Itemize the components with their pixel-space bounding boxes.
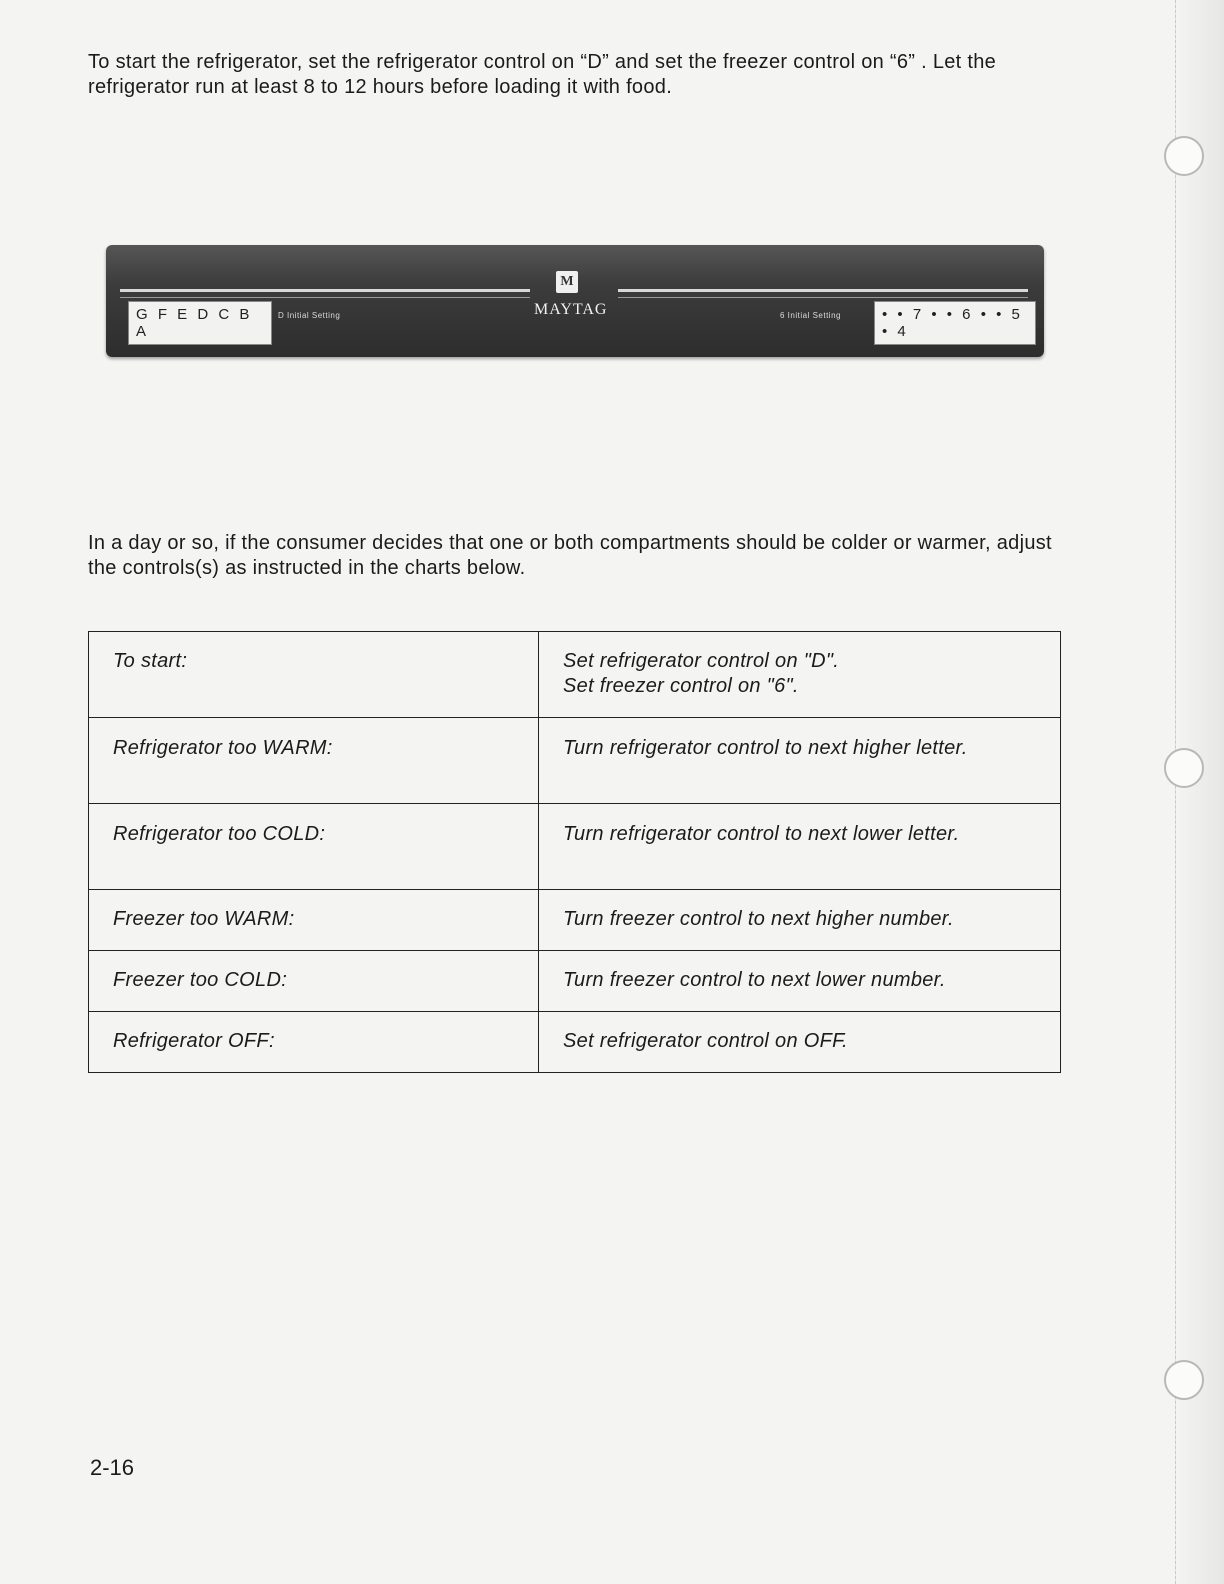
action-cell: Set refrigerator control on "D". Set freezer control on "6". bbox=[539, 632, 1061, 718]
freezer-initial-setting-note: 6 Initial Setting bbox=[780, 311, 841, 320]
table-row bbox=[89, 804, 1061, 890]
condition-cell: Freezer too COLD: bbox=[89, 951, 539, 1012]
panel-trim-line bbox=[618, 289, 1028, 292]
action-cell: Turn refrigerator control to next lower letter. bbox=[539, 804, 1061, 890]
control-panel-photo bbox=[106, 245, 1044, 357]
condition-cell: Freezer too WARM: bbox=[89, 890, 539, 951]
table-row bbox=[89, 890, 1061, 951]
intro-paragraph: To start the refrigerator, set the refrigerator control on “D” and set the freezer control on “6” . Let the refrigerator run at least 8 to 12 hours before loading it with food. bbox=[88, 51, 997, 98]
condition-cell: To start: bbox=[89, 632, 539, 718]
table-row bbox=[89, 951, 1061, 1012]
condition-cell: Refrigerator OFF: bbox=[89, 1012, 539, 1073]
action-cell: Turn freezer control to next higher number. bbox=[539, 890, 1061, 951]
panel-trim-line bbox=[120, 289, 530, 292]
page-edge bbox=[1175, 0, 1224, 1584]
punch-hole bbox=[1164, 136, 1204, 176]
refrigerator-initial-setting-note: D Initial Setting bbox=[278, 311, 341, 320]
maytag-m-icon: M bbox=[556, 271, 578, 293]
condition-cell: Refrigerator too WARM: bbox=[89, 718, 539, 804]
panel-trim-line bbox=[618, 297, 1028, 298]
freezer-dial: • • 7 • • 6 • • 5 • 4 bbox=[874, 301, 1036, 345]
page-number: 2-16 bbox=[90, 1455, 135, 1480]
table-row bbox=[89, 632, 1061, 718]
action-cell: Turn freezer control to next lower number. bbox=[539, 951, 1061, 1012]
brand-logo: MAYTAG bbox=[534, 301, 608, 318]
table-row bbox=[89, 1012, 1061, 1073]
action-cell: Set refrigerator control on OFF. bbox=[539, 1012, 1061, 1073]
control-adjustment-chart bbox=[88, 631, 1061, 1073]
table-row bbox=[89, 718, 1061, 804]
panel-trim-line bbox=[120, 297, 530, 298]
adjust-paragraph: In a day or so, if the consumer decides that one or both compartments should be colder or warmer, adjust the controls(s) as instructed in the charts below. bbox=[88, 532, 1052, 579]
punch-hole bbox=[1164, 1360, 1204, 1400]
action-cell: Turn refrigerator control to next higher letter. bbox=[539, 718, 1061, 804]
condition-cell: Refrigerator too COLD: bbox=[89, 804, 539, 890]
punch-hole bbox=[1164, 748, 1204, 788]
refrigerator-dial: G F E D C B A bbox=[128, 301, 272, 345]
